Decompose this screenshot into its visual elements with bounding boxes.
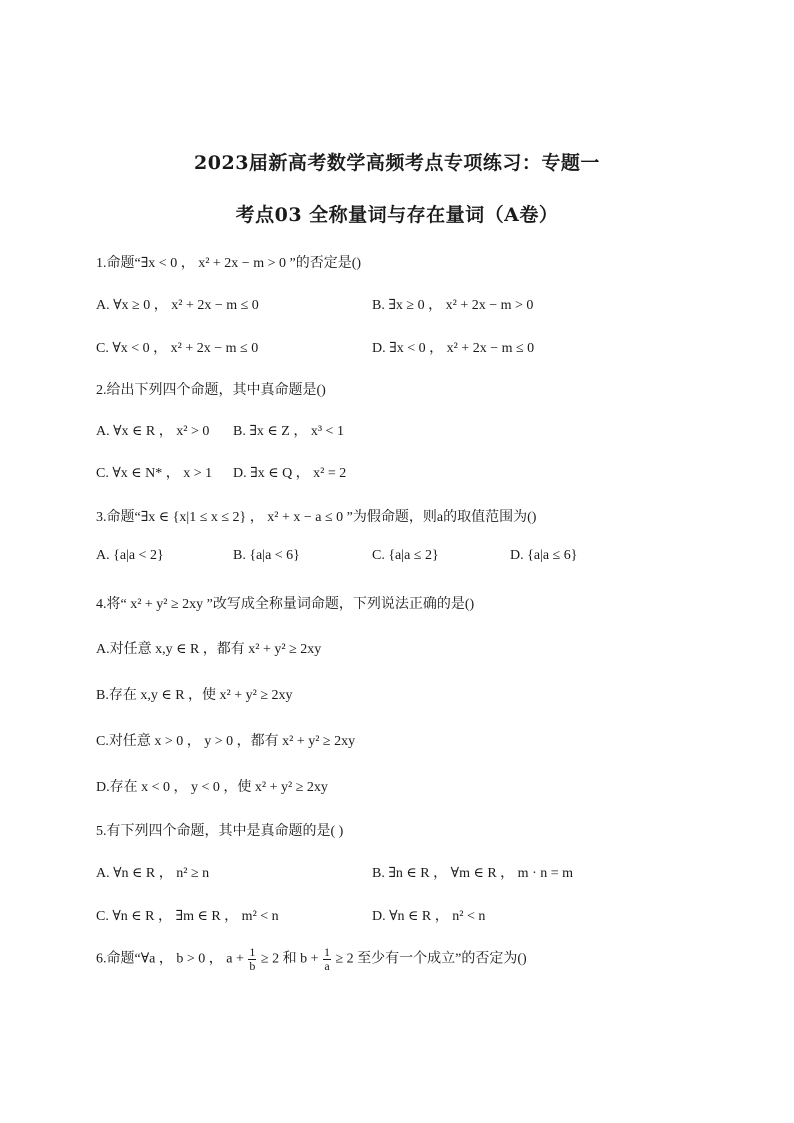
q6-stem-part2: ≥ 2 和 b + <box>260 951 319 967</box>
q1-option-b: B. ∃x ≥ 0 ， x² + 2x − m > 0 <box>372 298 534 313</box>
q5-option-c: C. ∀n ∈ R ， ∃m ∈ R ， m² < n <box>96 909 279 924</box>
q4-option-c: C.对任意 x > 0 ， y > 0 ，都有 x² + y² ≥ 2xy <box>96 734 356 749</box>
q5-option-b: B. ∃n ∈ R ， ∀m ∈ R ， m · n = m <box>372 866 574 881</box>
q2-option-b: B. ∃x ∈ Z ， x³ < 1 <box>233 424 344 439</box>
q6-stem-part3: ≥ 2 至少有一个成立”的否定为() <box>335 951 527 967</box>
q6-stem-part1: 6.命题“∀a ， b > 0 ， a + <box>96 951 244 967</box>
q3-stem: 3.命题“∃x ∈ {x|1 ≤ x ≤ 2} ， x² + x − a ≤ 0 ”为假命题，则a的取值范围为() <box>96 510 537 525</box>
q1-option-a: A. ∀x ≥ 0 ， x² + 2x − m ≤ 0 <box>96 298 259 313</box>
q6-frac2-numerator: 1 <box>323 945 330 959</box>
q4-option-b: B.存在 x,y ∈ R ，使 x² + y² ≥ 2xy <box>96 688 293 703</box>
q1-option-c: C. ∀x < 0 ， x² + 2x − m ≤ 0 <box>96 341 259 356</box>
q3-option-d: D. {a|a ≤ 6} <box>510 548 578 563</box>
q5-option-d: D. ∀n ∈ R ， n² < n <box>372 909 486 924</box>
q1-stem: 1.命题“∃x < 0 ， x² + 2x − m > 0 ”的否定是() <box>96 256 362 271</box>
q1-option-d: D. ∃x < 0 ， x² + 2x − m ≤ 0 <box>372 341 535 356</box>
q6-frac1-numerator: 1 <box>249 945 256 959</box>
q5-stem: 5.有下列四个命题，其中是真命题的是( ) <box>96 824 344 839</box>
q3-option-b: B. {a|a < 6} <box>233 548 300 563</box>
q4-option-a: A.对任意 x,y ∈ R ，都有 x² + y² ≥ 2xy <box>96 642 322 657</box>
q6-frac1-denominator: b <box>249 959 256 973</box>
q6-frac2-denominator: a <box>324 959 330 973</box>
q4-option-d: D.存在 x < 0 ， y < 0 ，使 x² + y² ≥ 2xy <box>96 780 328 795</box>
q2-stem: 2.给出下列四个命题，其中真命题是() <box>96 383 326 398</box>
doc-title-line1: 2023届新高考数学高频考点专项练习：专题一 <box>194 152 600 174</box>
q6-fraction-1-over-a <box>323 946 331 973</box>
doc-title-line2: 考点03 全称量词与存在量词（A卷） <box>235 204 559 226</box>
q2-option-a: A. ∀x ∈ R ， x² > 0 <box>96 424 210 439</box>
q3-option-a: A. {a|a < 2} <box>96 548 164 563</box>
q5-option-a: A. ∀n ∈ R ， n² ≥ n <box>96 866 210 881</box>
q2-option-c: C. ∀x ∈ N* ， x > 1 <box>96 466 213 481</box>
q4-stem: 4.将“ x² + y² ≥ 2xy ”改写成全称量词命题，下列说法正确的是() <box>96 597 475 612</box>
q2-option-d: D. ∃x ∈ Q ， x² = 2 <box>233 466 347 481</box>
q6-fraction-1-over-b <box>248 946 256 973</box>
q3-option-c: C. {a|a ≤ 2} <box>372 548 439 563</box>
q6-stem <box>96 946 527 973</box>
